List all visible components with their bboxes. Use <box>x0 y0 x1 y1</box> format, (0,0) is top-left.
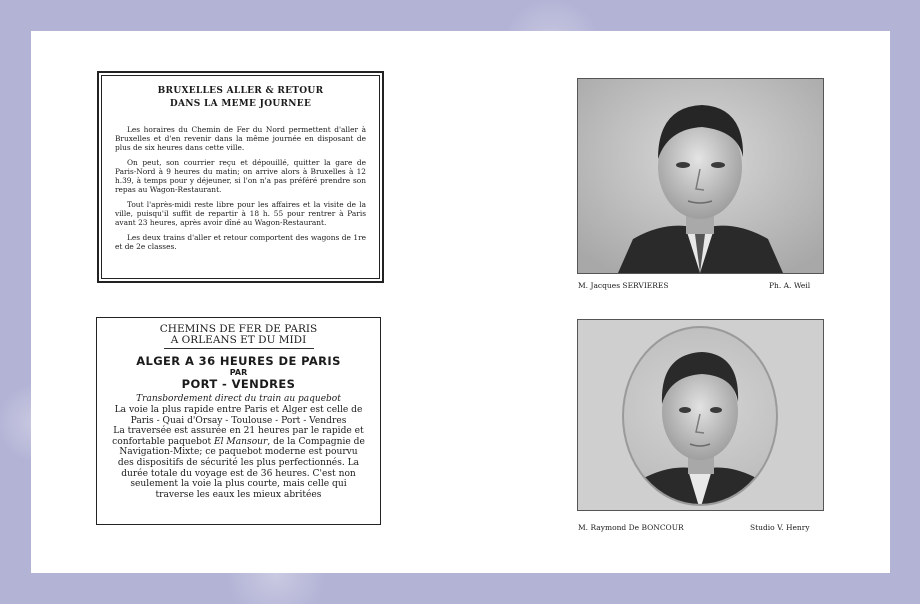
company-name-line-1: CHEMINS DE FER DE PARIS <box>159 323 318 335</box>
company-name-line-2: A ORLEANS ET DU MIDI <box>170 334 307 346</box>
portrait-photo-servieres <box>577 78 824 274</box>
par-label: PAR <box>229 368 248 377</box>
caption-credit-1: Ph. A. Weil <box>769 281 811 290</box>
caption-credit-2: Studio V. Henry <box>750 523 810 532</box>
port-vendres-label: PORT - VENDRES <box>181 377 296 391</box>
algiers-advertisement <box>96 317 381 525</box>
transfer-subhead: Transbordement direct du train au paquebot <box>136 394 341 404</box>
algiers-body-1: La voie la plus rapide entre Paris et Alger est celle de Paris - Quai d'Orsay - Toulouse - Port - Vendres <box>114 405 363 426</box>
algiers-body-2: La traversée est assurée en 21 heures par le rapide et confortable paquebot El Mansour, de la Compagnie de Navigation-Mixte; ce paquebot moderne est pourvu des dispositifs de sécurité les plus perfectionnés. La durée totale du voyage est de 36 heures. C'est non seulement la voie la plus courte, mais celle qui traverse les eaux les mieux abritées <box>112 426 365 500</box>
caption-name-1: M. Jacques SERVIERES <box>578 281 669 290</box>
portrait-photo-boncour <box>577 319 824 511</box>
brussels-paragraph-2: On peut, son courrier reçu et dépouillé, quitter la gare de Paris-Nord à 9 heures du matin; on arrive alors à Bruxelles à 12 h.39, à temps pour y déjeuner, si l'on n'a pas préféré prendre son repas au Wagon-Restaurant. <box>115 158 366 194</box>
brussels-advertisement <box>97 71 384 283</box>
divider-rule <box>164 348 314 349</box>
portrait-image-2 <box>578 320 823 510</box>
caption-name-2: M. Raymond De BONCOUR <box>578 523 684 532</box>
brussels-paragraph-4: Les deux trains d'aller et retour comportent des wagons de 1re et de 2e classes. <box>115 233 366 251</box>
algiers-headline: ALGER A 36 HEURES DE PARIS <box>136 354 341 368</box>
portrait-image-1 <box>578 79 823 273</box>
brussels-paragraph-3: Tout l'après-midi reste libre pour les affaires et la visite de la ville, puisqu'il suffit de repartir à 18 h. 55 pour rentrer à Paris avant 23 heures, après avoir dîné au Wagon-Restaurant. <box>115 200 366 227</box>
program-page <box>31 31 890 573</box>
brussels-paragraph-1: Les horaires du Chemin de Fer du Nord permettent d'aller à Bruxelles et d'en revenir dans la même journée en disposant de plus de six heures dans cette ville. <box>115 125 366 152</box>
ship-name: El Mansour <box>214 436 268 447</box>
brussels-heading: BRUXELLES ALLER & RETOUR DANS LA MEME JOURNEE <box>157 86 324 109</box>
